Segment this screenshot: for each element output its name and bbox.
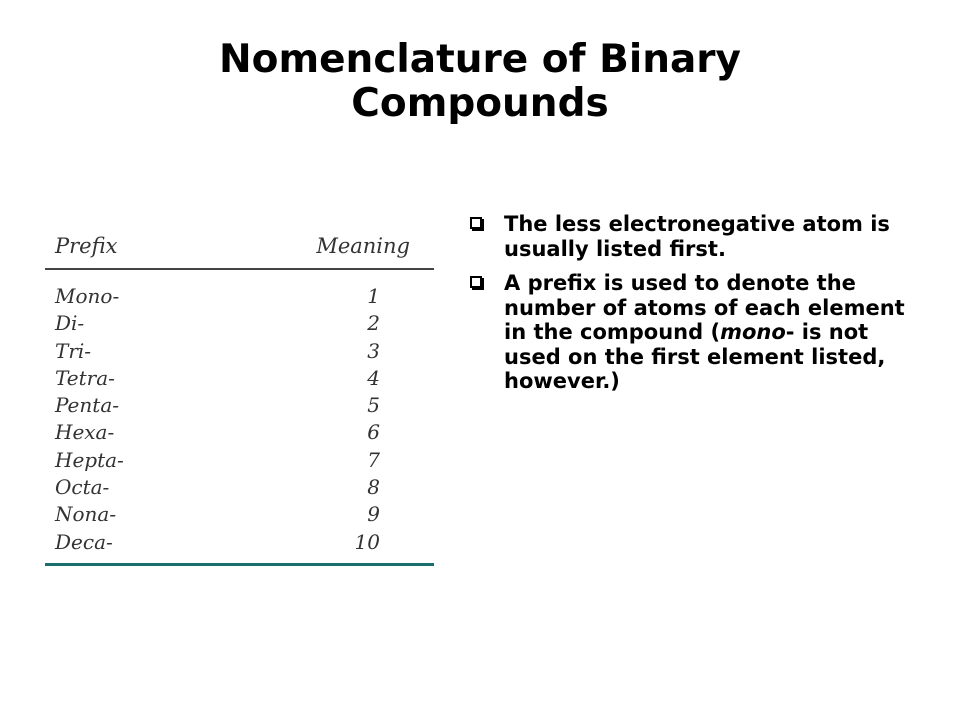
bullet-item: [468, 212, 908, 261]
row-meaning: 7: [367, 447, 380, 472]
row-meaning: 8: [367, 475, 380, 500]
row-prefix: Hexa-: [55, 420, 115, 445]
slide-title: [0, 38, 960, 126]
bullet-item: [468, 271, 908, 394]
title-line-1: Nomenclature of Binary: [219, 37, 741, 82]
bullet-text-part: - is not used on the first element listed, however.): [504, 320, 886, 393]
table-row: [45, 284, 434, 311]
row-prefix: Mono-: [55, 284, 120, 308]
table-row: [45, 311, 434, 338]
row-meaning: 4: [367, 365, 380, 390]
table-row: [45, 393, 434, 420]
bullet-text: [504, 271, 905, 393]
square-bullet-icon: [470, 217, 482, 229]
row-prefix: Di-: [55, 311, 85, 336]
row-meaning: 2: [367, 311, 380, 336]
table-row: [45, 366, 434, 393]
row-prefix: Deca-: [55, 529, 113, 554]
row-prefix: Penta-: [55, 393, 119, 418]
header-meaning: Meaning: [316, 234, 410, 258]
header-prefix: Prefix: [55, 234, 118, 258]
row-meaning: 5: [367, 393, 380, 418]
row-prefix: Tri-: [55, 338, 92, 363]
table-body: [45, 270, 434, 557]
bullet-text: The less electronegative atom is usually listed first.: [504, 212, 890, 261]
table-row: [45, 502, 434, 529]
row-meaning: 3: [367, 338, 380, 363]
row-meaning: 6: [367, 420, 380, 445]
row-meaning: 10: [354, 529, 380, 554]
bullet-text-emphasis: mono: [720, 320, 786, 344]
prefix-table: [45, 226, 434, 566]
row-prefix: Hepta-: [55, 447, 124, 472]
row-prefix: Tetra-: [55, 365, 115, 390]
row-prefix: Nona-: [55, 502, 117, 527]
row-prefix: Octa-: [55, 475, 110, 500]
row-meaning: 1: [367, 284, 380, 308]
table-row: [45, 339, 434, 366]
table-header: [45, 226, 434, 268]
row-meaning: 9: [367, 502, 380, 527]
square-bullet-icon: [470, 276, 482, 288]
bullet-text-part: A prefix is used to denote the number of atoms of each element in the compound (: [504, 271, 905, 344]
table-row: [45, 420, 434, 447]
title-line-2: Compounds: [351, 81, 609, 126]
table-bottom-rule: [45, 563, 434, 566]
table-row: [45, 448, 434, 475]
table-row: [45, 530, 434, 557]
table-row: [45, 475, 434, 502]
bullet-list: [468, 212, 908, 404]
